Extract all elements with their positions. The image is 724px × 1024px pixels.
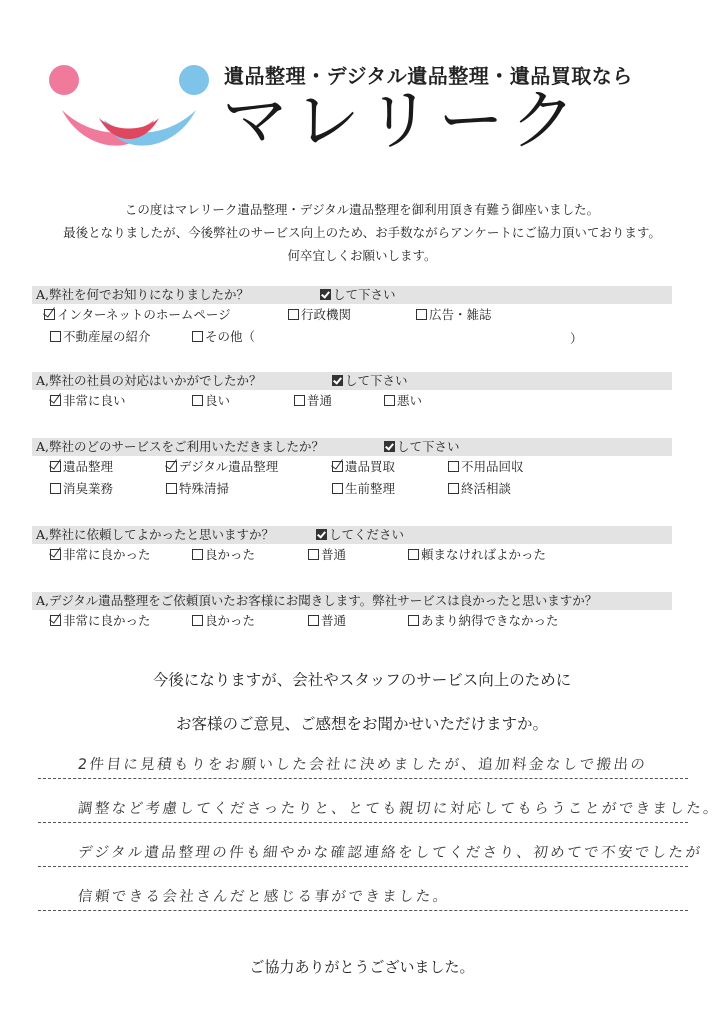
option-good[interactable] [192, 613, 255, 629]
instruction-note [384, 438, 460, 456]
option-very-good[interactable] [50, 547, 151, 563]
intro-text [20, 198, 704, 267]
option-digital-estate[interactable] [166, 459, 278, 475]
option-label: 普通 [321, 547, 347, 562]
checkbox[interactable] [448, 483, 459, 494]
checkbox[interactable] [166, 483, 177, 494]
check-mark [49, 544, 61, 557]
checkbox-sample [320, 289, 331, 300]
option-label: 不用品回収 [461, 459, 524, 474]
question-header [32, 372, 672, 390]
question-staff-response [32, 372, 672, 412]
question-header [32, 286, 672, 304]
option-label: 非常に良かった [63, 613, 151, 628]
question-digital-satisfaction [32, 592, 672, 632]
checkbox[interactable] [448, 461, 459, 472]
checkbox[interactable] [308, 615, 319, 626]
intro-line: 何卒宜しくお願いします。 [287, 248, 437, 263]
checkbox-sample [332, 375, 343, 386]
feedback-request-line: お客様のご意見、ご感想をお聞かせいただけますか。 [175, 715, 548, 733]
option-label: 遺品整理 [63, 459, 114, 474]
option-label: 遺品買取 [345, 459, 396, 474]
option-average[interactable] [294, 393, 332, 409]
feedback-request-line: 今後になりますが、会社やスタッフのサービス向上のために [152, 671, 572, 689]
handwritten-text: 調整など考慮してくださったりと、とても親切に対応してもらうことができました。 [77, 801, 721, 817]
checkbox[interactable] [50, 483, 61, 494]
checkbox[interactable] [332, 483, 343, 494]
options-row [32, 478, 672, 500]
intro-line: この度はマレリーク遺品整理・デジタル遺品整理を御利用頂き有難う御座いました。 [124, 202, 600, 217]
checkbox[interactable] [192, 331, 203, 342]
instruction-text: して下さい [397, 439, 460, 454]
checkbox[interactable] [332, 461, 343, 472]
question-header [32, 592, 672, 610]
comment-line [38, 872, 688, 911]
handwritten-text: 信頼できる会社さんだと感じる事ができました。 [77, 889, 451, 905]
options-row [32, 304, 672, 326]
option-label: 悪い [397, 393, 423, 408]
option-label: 良かった [205, 547, 256, 562]
option-label: 非常に良い [63, 393, 126, 408]
logo-right-dot [179, 65, 209, 95]
checkbox-sample [316, 529, 327, 540]
brand-name: マレリーク [222, 82, 582, 159]
option-label: 特殊清掃 [179, 481, 230, 496]
checkbox[interactable] [50, 549, 61, 560]
checkbox[interactable] [408, 549, 419, 560]
option-label: 広告・雑誌 [429, 307, 492, 322]
intro-line: 最後となりましたが、今後弊社のサービス向上のため、お手数ながらアンケートにご協力頂いております。 [63, 225, 661, 240]
checkbox[interactable] [44, 309, 55, 320]
option-deodorizing[interactable] [50, 481, 113, 497]
checkbox[interactable] [192, 395, 203, 406]
check-mark [331, 456, 343, 469]
check-mark [43, 304, 55, 317]
option-estate-clearing[interactable] [50, 459, 113, 475]
option-label: 非常に良かった [63, 547, 151, 562]
option-label: あまり納得できなかった [421, 613, 559, 628]
option-average[interactable] [308, 547, 346, 563]
option-special-cleaning[interactable] [166, 481, 229, 497]
check-mark [49, 610, 61, 623]
option-regret[interactable] [408, 547, 546, 563]
instruction-text: して下さい [345, 373, 408, 388]
options-row [32, 544, 672, 566]
marelique-logo [44, 58, 214, 158]
question-text: A,弊社の社員の対応はいかがでしたか？ [36, 373, 262, 388]
question-satisfaction [32, 526, 672, 566]
question-text: A,弊社のどのサービスをご利用いただきましたか？ [36, 439, 325, 454]
instruction-note [332, 372, 408, 390]
option-label: デジタル遺品整理 [179, 459, 279, 474]
option-very-good[interactable] [50, 613, 151, 629]
checkbox[interactable] [166, 461, 177, 472]
check-mark [49, 456, 61, 469]
option-label: その他（ [205, 329, 256, 344]
option-label: 行政機関 [301, 307, 352, 322]
option-label: 生前整理 [345, 481, 396, 496]
option-good[interactable] [192, 547, 255, 563]
check-mark [165, 456, 177, 469]
option-other[interactable] [192, 329, 255, 345]
checkbox[interactable] [294, 395, 305, 406]
option-label: 不動産屋の紹介 [63, 329, 151, 344]
other-paren-close: ） [570, 331, 583, 346]
option-label: 普通 [321, 613, 347, 628]
question-how-found [32, 286, 672, 348]
instruction-text: してください [329, 527, 405, 542]
option-bad[interactable] [384, 393, 422, 409]
options-row [32, 610, 672, 632]
option-label: インターネットのホームページ [57, 307, 231, 322]
option-good[interactable] [192, 393, 230, 409]
option-not-satisfied[interactable] [408, 613, 559, 629]
checkbox[interactable] [50, 461, 61, 472]
instruction-note [320, 286, 396, 304]
option-label: 良い [205, 393, 231, 408]
option-end-of-life-consult[interactable] [448, 481, 511, 497]
handwritten-text: 2件目に見積もりをお願いした会社に決めましたが、追加料金なしで搬出の [77, 757, 649, 773]
comment-line [38, 784, 721, 823]
options-row [32, 390, 672, 412]
question-services-used [32, 438, 672, 500]
option-label: 普通 [307, 393, 333, 408]
instruction-text: して下さい [333, 287, 396, 302]
header-tagline: 遺品整理・デジタル遺品整理・遺品買取なら [224, 64, 633, 88]
check-mark [49, 390, 61, 403]
option-real-estate[interactable] [50, 329, 151, 345]
checkbox[interactable] [288, 309, 299, 320]
handwritten-text: デジタル遺品整理の件も細やかな確認連絡をしてくださり、初めてで不安でしたが [77, 845, 704, 861]
option-junk-collection[interactable] [448, 459, 524, 475]
checkbox[interactable] [192, 549, 203, 560]
checkbox[interactable] [50, 331, 61, 342]
option-label: 良かった [205, 613, 256, 628]
checkbox[interactable] [384, 395, 395, 406]
question-header [32, 438, 672, 456]
question-text: A,デジタル遺品整理をご依頼頂いたお客様にお聞きします。弊社サービスは良かったと思いますか？ [36, 593, 598, 608]
option-label: 消臭業務 [63, 481, 114, 496]
option-pre-death-organizing[interactable] [332, 481, 395, 497]
checkbox[interactable] [408, 615, 419, 626]
checkbox[interactable] [308, 549, 319, 560]
thank-you-text: ご協力ありがとうございました。 [249, 958, 475, 976]
checkbox[interactable] [416, 309, 427, 320]
checkbox[interactable] [50, 615, 61, 626]
option-label: 終活相談 [461, 481, 512, 496]
checkbox[interactable] [192, 615, 203, 626]
instruction-note [316, 526, 404, 544]
option-estate-buying[interactable] [332, 459, 395, 475]
options-row [32, 456, 672, 478]
option-very-good[interactable] [50, 393, 126, 409]
comment-line [38, 828, 704, 867]
option-label: 頼まなければよかった [421, 547, 547, 562]
checkbox-sample [384, 441, 395, 452]
question-header [32, 526, 672, 544]
question-text: A,弊社を何でお知りになりましたか？ [36, 287, 250, 302]
question-text: A,弊社に依頼してよかったと思いますか？ [36, 527, 275, 542]
logo-left-dot [49, 65, 79, 95]
options-row [32, 326, 672, 348]
option-government[interactable] [288, 307, 351, 323]
option-average[interactable] [308, 613, 346, 629]
option-internet[interactable] [44, 307, 231, 323]
checkbox[interactable] [50, 395, 61, 406]
option-advertising[interactable] [416, 307, 492, 323]
comment-line [38, 740, 688, 779]
